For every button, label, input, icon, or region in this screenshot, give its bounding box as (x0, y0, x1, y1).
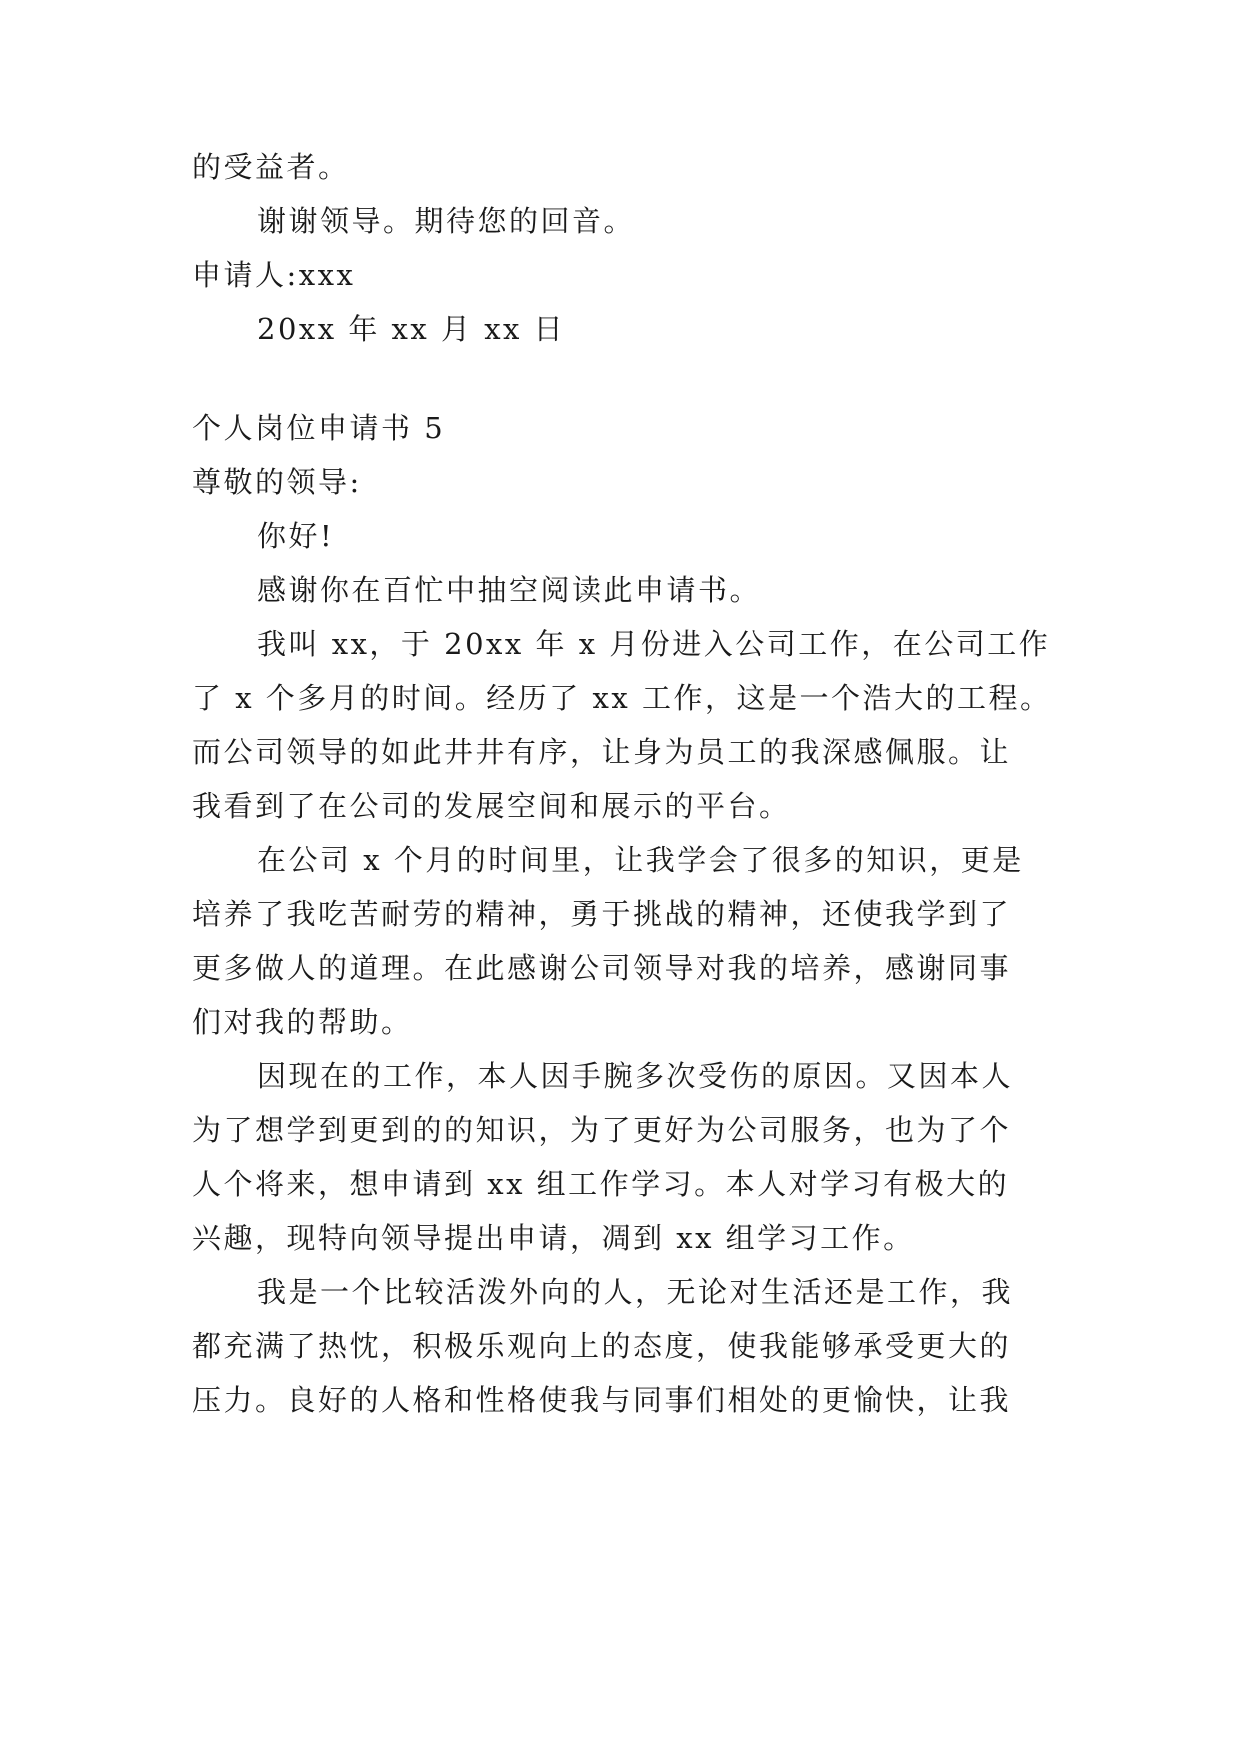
body-line: 兴趣，现特向领导提出申请，凋到 xx 组学习工作。 (192, 1221, 915, 1255)
prev-letter-closing: 谢谢领导。期待您的回音。 (257, 204, 636, 238)
body-line: 都充满了热忱，积极乐观向上的态度，使我能够承受更大的 (192, 1329, 1012, 1363)
prev-letter-applicant: 申请人:xxx (192, 258, 356, 292)
body-line: 在公司 x 个月的时间里，让我学会了很多的知识，更是 (257, 843, 1024, 877)
body-line: 们对我的帮助。 (192, 1005, 413, 1039)
body-line: 我是一个比较活泼外向的人，无论对生活还是工作，我 (257, 1275, 1014, 1309)
body-line: 压力。良好的人格和性格使我与同事们相处的更愉快，让我 (192, 1383, 1012, 1417)
body-line: 因现在的工作，本人因手腕多次受伤的原因。又因本人 (257, 1059, 1014, 1093)
body-line: 了 x 个多月的时间。经历了 xx 工作，这是一个浩大的工程。 (192, 681, 1052, 715)
prev-letter-date: 20xx 年 xx 月 xx 日 (257, 312, 566, 346)
letter-salutation: 尊敬的领导: (192, 465, 362, 499)
body-line: 为了想学到更到的的知识，为了更好为公司服务，也为了个 (192, 1113, 1012, 1147)
body-line: 更多做人的道理。在此感谢公司领导对我的培养，感谢同事 (192, 951, 1012, 985)
letter-greeting: 你好! (257, 519, 335, 553)
body-line: 我叫 xx，于 20xx 年 x 月份进入公司工作，在公司工作 (257, 627, 1051, 661)
letter-title: 个人岗位申请书 5 (192, 411, 446, 445)
body-line: 人个将来，想申请到 xx 组工作学习。本人对学习有极大的 (192, 1167, 1010, 1201)
body-line: 培养了我吃苦耐劳的精神，勇于挑战的精神，还使我学到了 (192, 897, 1012, 931)
body-line: 感谢你在百忙中抽空阅读此申请书。 (257, 573, 762, 607)
prev-letter-tail: 的受益者。 (192, 150, 350, 184)
body-line: 而公司领导的如此井井有序，让身为员工的我深感佩服。让 (192, 735, 1012, 769)
body-line: 我看到了在公司的发展空间和展示的平台。 (192, 789, 791, 823)
